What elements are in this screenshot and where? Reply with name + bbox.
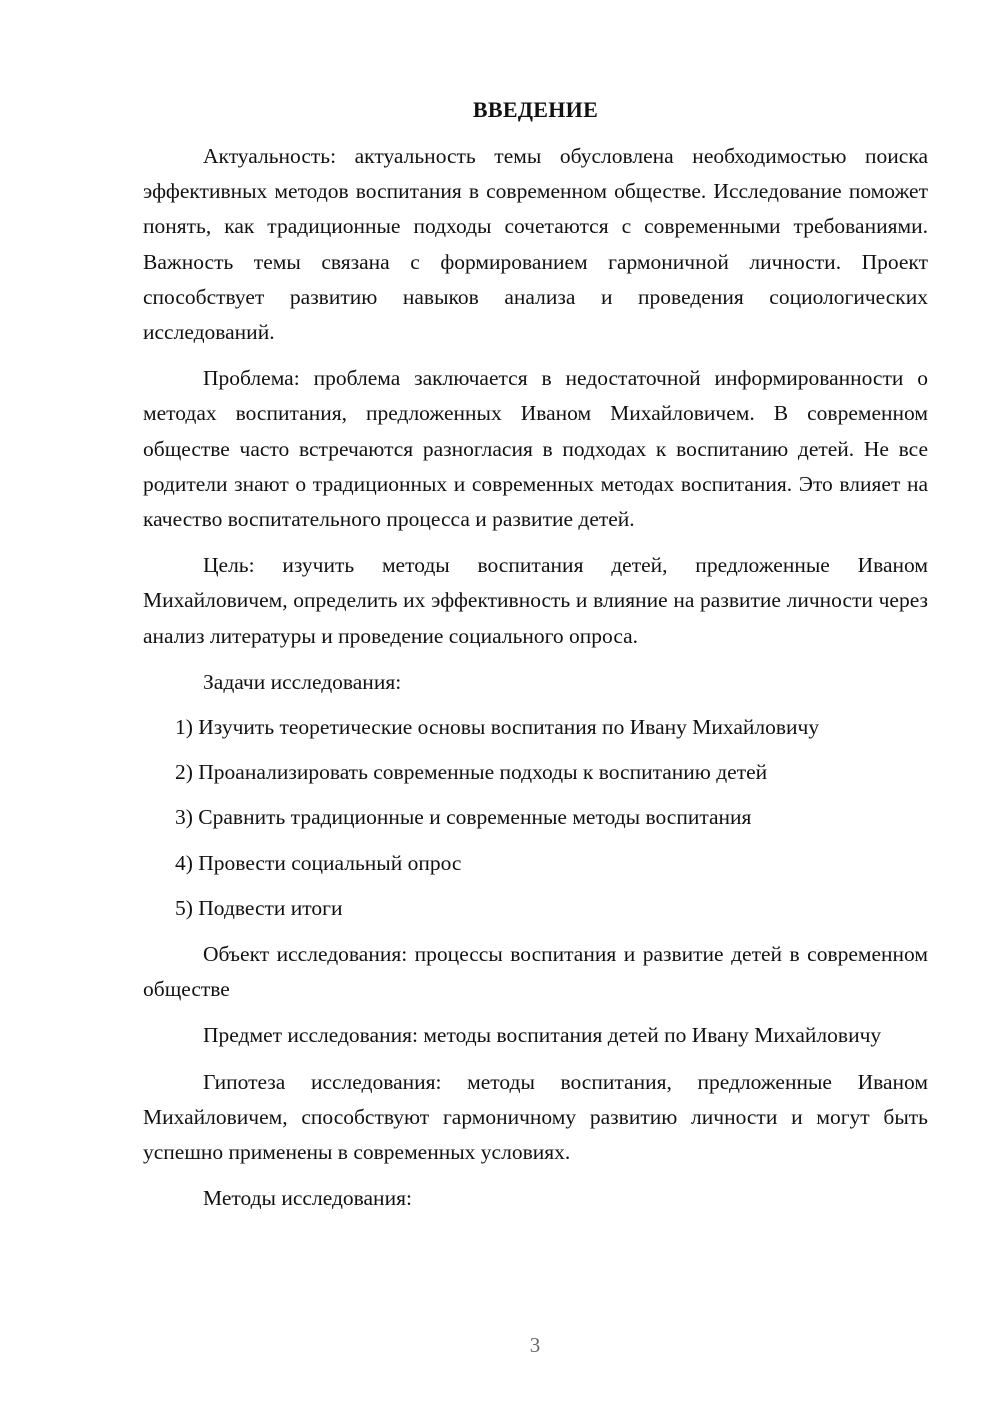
task-item: 3) Сравнить традиционные и современные методы воспитания — [175, 805, 752, 830]
object-paragraph: Объект исследования: процессы воспитания и развитие детей в современном обществе — [143, 942, 928, 1002]
task-item: 1) Изучить теоретические основы воспитания по Ивану Михайловичу — [175, 715, 820, 740]
task-item: 2) Проанализировать современные подходы к воспитанию детей — [175, 760, 768, 785]
document-page — [143, 95, 928, 1227]
relevance-paragraph: Актуальность: актуальность темы обусловлена необходимостью поиска эффективных методов воспитания в современном обществе. Исследование поможет понять, как традиционные подходы сочетаются с современными требованиями. Важность темы связана с формированием гармоничной личности. Проект способствует развитию навыков анализа и проведения социологических исследований. — [143, 144, 928, 345]
task-item: 5) Подвести итоги — [175, 895, 343, 920]
methods-paragraph: Методы исследования: — [203, 1186, 412, 1211]
problem-paragraph: Проблема: проблема заключается в недостаточной информированности о методах воспитания, предложенных Иваном Михайловичем. В современном обществе часто встречаются разногласия в подходах к воспитанию детей. Не все родители знают о традиционных и современных методах воспитания. Это влияет на качество воспитательного процесса и развитие детей. — [143, 366, 928, 532]
tasks-list — [143, 710, 928, 926]
subject-paragraph: Предмет исследования: методы воспитания детей по Ивану Михайловичу — [203, 1023, 882, 1048]
goal-paragraph: Цель: изучить методы воспитания детей, предложенные Иваном Михайловичем, определить их эффективность и влияние на развитие личности через анализ литературы и проведение социального опроса. — [143, 553, 928, 648]
hypothesis-paragraph: Гипотеза исследования: методы воспитания, предложенные Иваном Михайловичем, способствуют гармоничному развитию личности и могут быть успешно применены в современных условиях. — [143, 1069, 928, 1165]
section-heading: ВВЕДЕНИЕ — [472, 97, 599, 122]
task-item: 4) Провести социальный опрос — [175, 850, 462, 875]
tasks-title: Задачи исследования: — [203, 669, 402, 694]
page-number: 3 — [529, 1333, 541, 1357]
